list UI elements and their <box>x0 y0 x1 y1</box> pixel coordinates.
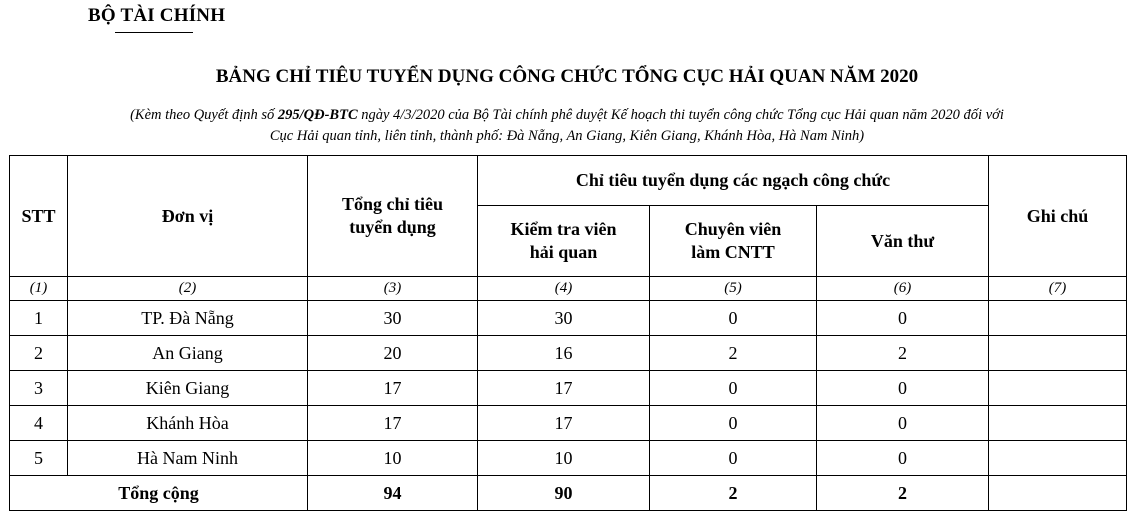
cell-stt: 4 <box>10 406 68 441</box>
total-sum: 94 <box>308 476 478 511</box>
cell-stt: 3 <box>10 371 68 406</box>
header-clerk: Văn thư <box>817 206 989 277</box>
cell-inspector: 17 <box>478 371 650 406</box>
cell-inspector: 30 <box>478 301 650 336</box>
total-label: Tổng cộng <box>10 476 308 511</box>
document-subtitle <box>40 105 1094 147</box>
header-total <box>308 156 478 277</box>
cell-clerk: 0 <box>817 371 989 406</box>
cell-it: 0 <box>650 371 817 406</box>
cell-it: 2 <box>650 336 817 371</box>
column-number: (4) <box>478 277 650 301</box>
cell-note <box>989 336 1127 371</box>
cell-unit: Kiên Giang <box>68 371 308 406</box>
subtitle-text-3: Cục Hải quan tỉnh, liên tỉnh, thành phố: Đà Nẵng, An Giang, Kiên Giang, Khánh Hòa, Hà Nam Ninh) <box>269 128 865 144</box>
header-group: Chỉ tiêu tuyển dụng các ngạch công chức <box>478 156 989 206</box>
cell-total: 17 <box>308 406 478 441</box>
cell-unit: An Giang <box>68 336 308 371</box>
total-it: 2 <box>650 476 817 511</box>
header-it-line2: làm CNTT <box>691 242 775 262</box>
ministry-underline <box>115 32 193 33</box>
header-row-1 <box>10 156 1127 206</box>
column-number: (7) <box>989 277 1127 301</box>
decision-number: 295/QĐ-BTC <box>277 107 358 123</box>
column-number: (5) <box>650 277 817 301</box>
cell-total: 10 <box>308 441 478 476</box>
quota-table <box>9 155 1127 511</box>
header-total-line1: Tổng chỉ tiêu <box>341 194 443 214</box>
column-number: (3) <box>308 277 478 301</box>
cell-clerk: 2 <box>817 336 989 371</box>
total-clerk: 2 <box>817 476 989 511</box>
cell-it: 0 <box>650 406 817 441</box>
header-note: Ghi chú <box>989 156 1127 277</box>
cell-note <box>989 371 1127 406</box>
table-row <box>10 406 1127 441</box>
column-number-row <box>10 277 1127 301</box>
cell-stt: 5 <box>10 441 68 476</box>
table-row <box>10 371 1127 406</box>
cell-stt: 1 <box>10 301 68 336</box>
total-inspector: 90 <box>478 476 650 511</box>
cell-note <box>989 441 1127 476</box>
cell-note <box>989 406 1127 441</box>
subtitle-text-2: ngày 4/3/2020 của Bộ Tài chính phê duyệt Kế hoạch thi tuyển công chức Tổng cục Hải quan năm 2020 đối với <box>357 107 1004 123</box>
ministry-name: BỘ TÀI CHÍNH <box>88 5 226 26</box>
table-row <box>10 301 1127 336</box>
cell-unit: Khánh Hòa <box>68 406 308 441</box>
cell-unit: TP. Đà Nẵng <box>68 301 308 336</box>
header-inspector-line1: Kiểm tra viên <box>510 219 617 239</box>
cell-note <box>989 301 1127 336</box>
cell-clerk: 0 <box>817 406 989 441</box>
document-title: BẢNG CHỈ TIÊU TUYỂN DỤNG CÔNG CHỨC TỔNG CỤC HẢI QUAN NĂM 2020 <box>215 66 919 87</box>
cell-unit: Hà Nam Ninh <box>68 441 308 476</box>
header-total-line2: tuyển dụng <box>349 217 436 237</box>
header-inspector <box>478 206 650 277</box>
cell-it: 0 <box>650 441 817 476</box>
total-row <box>10 476 1127 511</box>
header-unit: Đơn vị <box>68 156 308 277</box>
cell-stt: 2 <box>10 336 68 371</box>
header-stt: STT <box>10 156 68 277</box>
table-row <box>10 336 1127 371</box>
header-it-line1: Chuyên viên <box>684 219 782 239</box>
table-row <box>10 441 1127 476</box>
cell-clerk: 0 <box>817 441 989 476</box>
column-number: (1) <box>10 277 68 301</box>
total-note <box>989 476 1127 511</box>
subtitle-text-1: (Kèm theo Quyết định số <box>130 107 278 123</box>
cell-inspector: 10 <box>478 441 650 476</box>
column-number: (2) <box>68 277 308 301</box>
cell-inspector: 16 <box>478 336 650 371</box>
cell-it: 0 <box>650 301 817 336</box>
header-inspector-line2: hải quan <box>529 242 598 262</box>
cell-clerk: 0 <box>817 301 989 336</box>
cell-total: 20 <box>308 336 478 371</box>
cell-total: 30 <box>308 301 478 336</box>
column-number: (6) <box>817 277 989 301</box>
cell-inspector: 17 <box>478 406 650 441</box>
header-it <box>650 206 817 277</box>
cell-total: 17 <box>308 371 478 406</box>
